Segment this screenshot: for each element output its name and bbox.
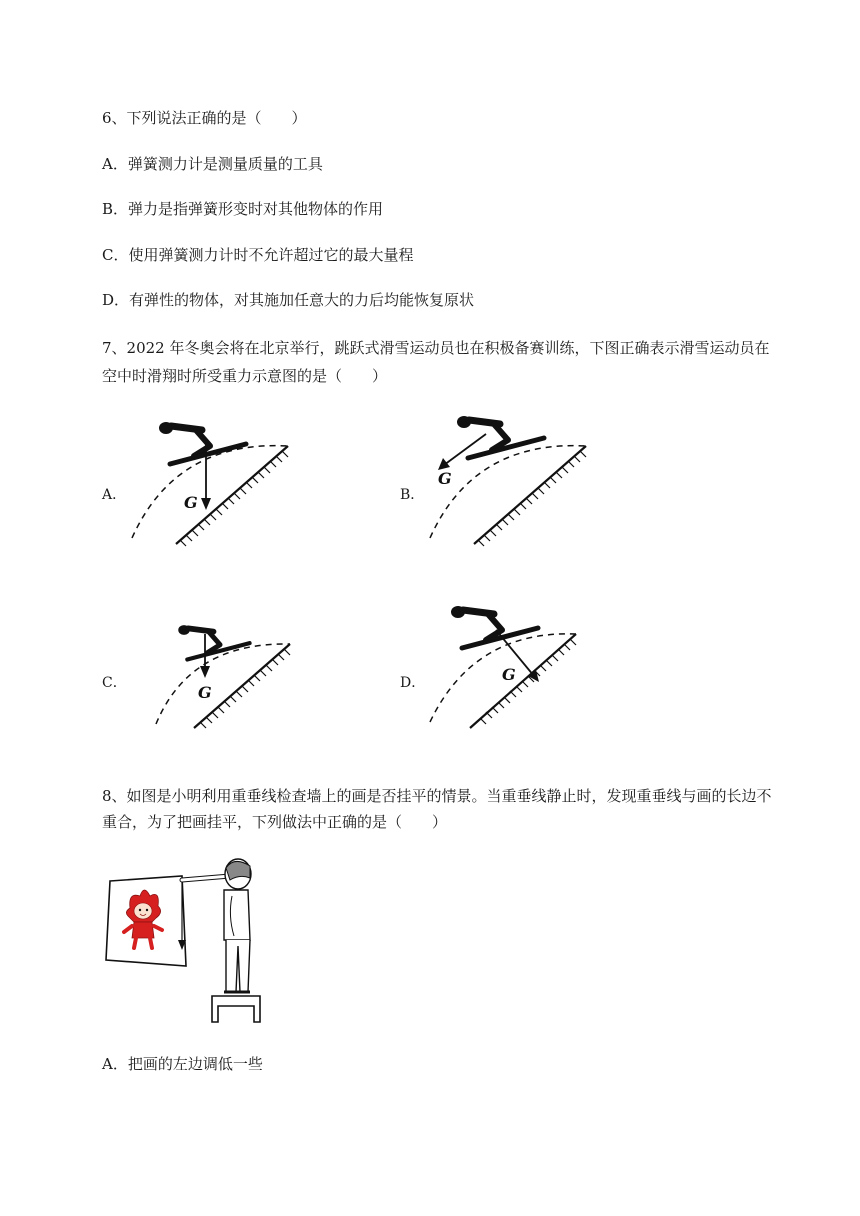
q7-figure-c-g-label: G [198,683,212,702]
q7-figure-d-g-label: G [502,665,516,684]
q7-figure-d [424,600,624,740]
q8-stem-line1: 8、如图是小明利用重垂线检查墙上的画是否挂平的情景。当重垂线静止时，发现重垂线与画的长边不 [102,787,772,805]
q6-option-a: A．弹簧测力计是测量质量的工具 [102,155,323,173]
q7-figure-label-c: C． [102,675,127,691]
q8-option-a: A．把画的左边调低一些 [102,1055,263,1073]
q7-figure-label-d: D． [400,675,426,691]
q7-figure-a [126,410,326,550]
q8-figure-boy-plumb-line [100,856,270,1026]
q8-stem-line2: 重合，为了把画挂平，下列做法中正确的是（ ） [102,813,448,831]
q7-figure-b-g-label: G [438,469,452,488]
q7-figure-c [150,612,350,752]
q6-option-d: D．有弹性的物体，对其施加任意大的力后均能恢复原状 [102,291,475,309]
q7-stem-line1: 7、2022 年冬奥会将在北京举行，跳跃式滑雪运动员也在积极备赛训练，下图正确表示滑雪运动员在 [102,339,770,357]
q7-stem-line2: 空中时滑翔时所受重力示意图的是（ ） [102,367,388,385]
q7-figure-a-g-label: G [184,493,198,512]
q6-option-c: C．使用弹簧测力计时不允许超过它的最大量程 [102,246,414,264]
q7-figure-b [424,410,624,550]
q7-figure-label-a: A． [102,487,127,503]
q6-stem: 6、下列说法正确的是（ ） [102,109,307,127]
q6-option-b: B．弹力是指弹簧形变时对其他物体的作用 [102,200,384,218]
q7-figure-label-b: B． [400,487,425,503]
